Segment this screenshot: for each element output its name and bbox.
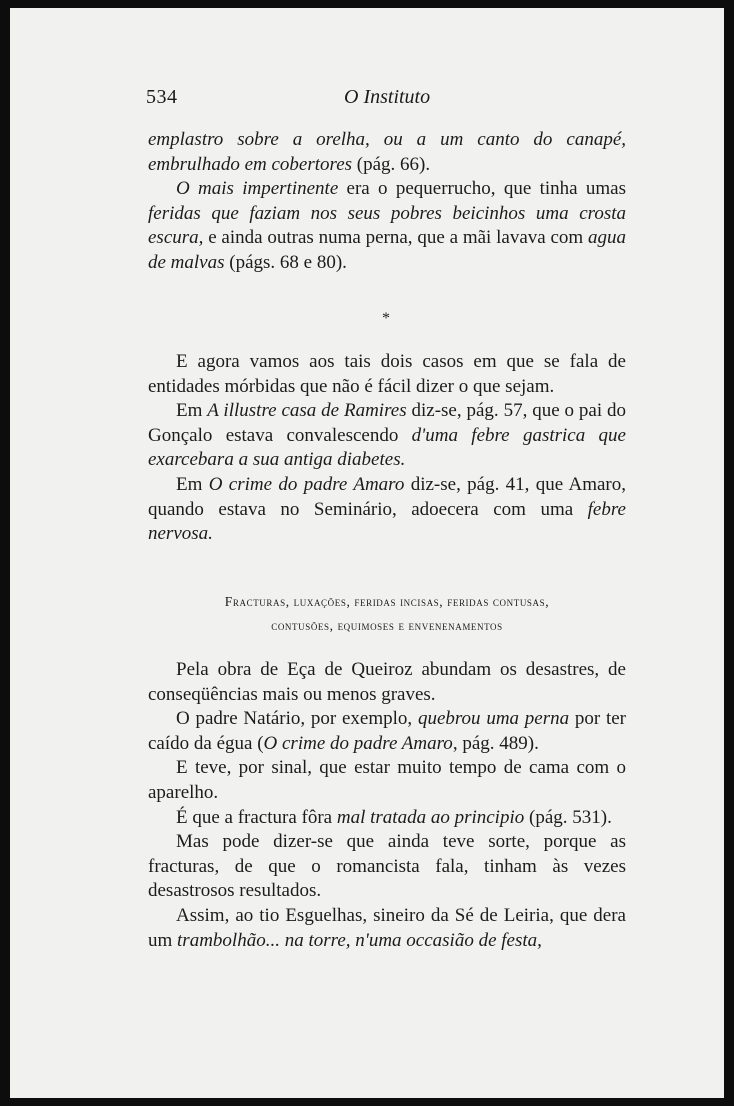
text-run: diz-se, pág. 57, que o pai do Gonçalo estava convalescendo: [148, 400, 627, 446]
italic-phrase: emplastro sobre a orelha, ou a um canto do canapé, embrulhado em cobertores: [148, 129, 626, 175]
italic-phrase: febre nervosa.: [148, 498, 626, 545]
text-run: (pág. 66).: [352, 153, 431, 175]
section-heading-line: Fracturas, luxações, feridas incisas, feridas contusas,: [224, 594, 550, 609]
section-heading: [148, 590, 626, 638]
text-block-1: [148, 128, 626, 276]
italic-phrase: d'uma febre gastrica que exarcebara a sua antiga diabetes.: [148, 424, 626, 471]
italic-phrase: mal tratada ao principio: [336, 806, 525, 828]
text-run: (págs. 68 e 80).: [224, 251, 347, 273]
text-run: por ter caído da égua (: [148, 708, 627, 754]
paragraph: [148, 806, 626, 831]
paragraph: [148, 128, 626, 177]
text-run: , pág. 489).: [452, 732, 539, 754]
page-number: 534: [146, 86, 178, 108]
paragraph: E agora vamos aos tais dois casos em que se fala de entidades mórbidas que não é fácil dizer o que sejam.: [148, 351, 626, 397]
text-run: diz-se, pág. 41, que Amaro, quando estava no Seminário, adoecera com uma: [148, 473, 627, 520]
book-page: [10, 8, 724, 1098]
paragraph: Mas pode dizer-se que ainda teve sorte, porque as fracturas, de que o romancista fala, tinham às vezes desastrosos resultados.: [148, 831, 626, 902]
italic-phrase: O crime do padre Amaro: [208, 473, 405, 495]
text-run: É que a fractura fôra: [176, 806, 337, 828]
italic-phrase: O mais impertinente: [176, 178, 339, 200]
paragraph: [148, 399, 626, 473]
text-run: era o pequerrucho, que tinha umas: [338, 178, 626, 200]
italic-phrase: feridas que faziam nos seus pobres beicinhos uma crosta escura,: [148, 202, 626, 249]
paragraph: [148, 904, 626, 953]
text-block-3: [148, 658, 626, 953]
italic-phrase: agua de malvas: [148, 227, 626, 273]
text-run: Assim, ao tio Esguelhas, sineiro da Sé de Leiria, que dera um: [148, 904, 626, 951]
paragraph: Pela obra de Eça de Queiroz abundam os desastres, de conseqüências mais ou menos graves.: [148, 659, 626, 705]
section-heading-line: contusões, equimoses e envenenamentos: [271, 618, 503, 633]
paragraph: [148, 177, 626, 275]
paragraph: [148, 707, 626, 756]
text-run: e ainda outras numa perna, que a mãi lavava com: [203, 227, 588, 249]
text-run: Em: [176, 473, 209, 495]
text-run: O padre Natário, por exemplo,: [176, 708, 418, 730]
italic-phrase: A illustre casa de Ramires: [207, 400, 407, 422]
text-run: Em: [176, 400, 208, 422]
paragraph: [148, 473, 626, 547]
paragraph: E teve, por sinal, que estar muito tempo de cama com o aparelho.: [148, 757, 626, 803]
italic-phrase: trambolhão... na torre, n'uma occasião de festa,: [177, 929, 542, 951]
page-header: [146, 86, 626, 110]
text-block-2: [148, 350, 626, 547]
italic-phrase: O crime do padre Amaro: [263, 732, 453, 754]
section-separator-asterisk: *: [382, 310, 390, 327]
italic-phrase: quebrou uma perna: [417, 708, 570, 730]
running-title: O Instituto: [344, 86, 431, 108]
text-run: (pág. 531).: [524, 806, 612, 828]
